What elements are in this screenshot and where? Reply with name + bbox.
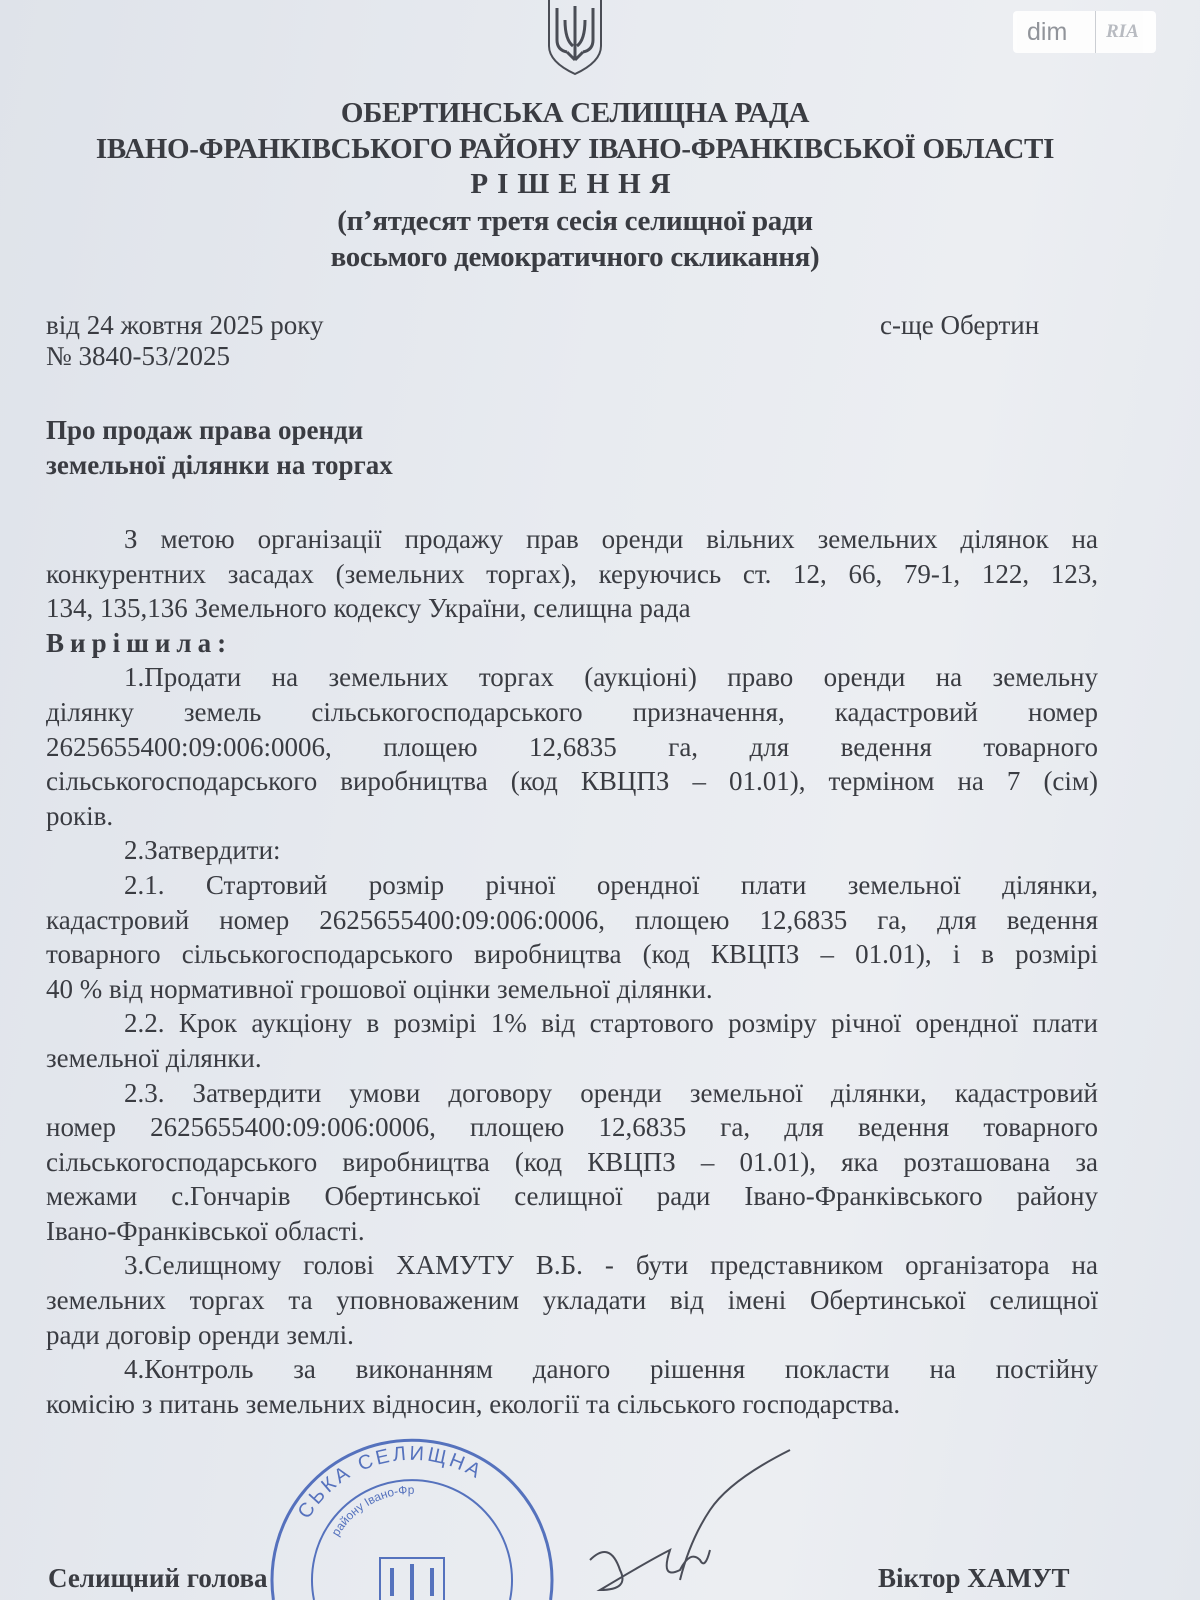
body-line: 2.2. Крок аукціону в розмірі 1% від стартового розміру річної орендної плати (124, 1008, 1098, 1039)
watermark-dim: dim (1027, 17, 1068, 46)
signatory-title: Селищний голова (48, 1563, 268, 1593)
body-line: 3.Селищному голові ХАМУТУ В.Б. - бути представником організатора на (124, 1250, 1098, 1281)
body-line: кадастровий номер 2625655400:09:006:0006, площею 12,6835 га, для ведення (46, 904, 1098, 935)
decision-number: № 3840-53/2025 (46, 341, 231, 371)
stamp-outer-text: СЬКА СЕЛИЩНА (293, 1442, 487, 1523)
subject-line-1: Про продаж права оренди (46, 415, 364, 445)
body-line: ділянку земель сільськогосподарського призначення, кадастровий номер (46, 696, 1098, 727)
body-line: років. (46, 800, 114, 831)
body-line: земельних торгах та уповноваженим укладати від імені Обертинської селищної (46, 1285, 1098, 1316)
body-line: 2.3. Затвердити умови договору оренди земельної ділянки, кадастровий (124, 1077, 1098, 1108)
body-line: 40 % від нормативної грошової оцінки земельної ділянки. (46, 973, 713, 1004)
session-line-1: (п’ятдесят третя сесія селищної ради (337, 205, 813, 237)
session-line-2: восьмого демократичного скликання) (330, 241, 820, 273)
decision-place: с-ще Обертин (880, 310, 1040, 340)
body-line: межами с.Гончарів Обертинської селищної ради Івано-Франківського району (46, 1181, 1098, 1212)
council-region: ІВАНО-ФРАНКІВСЬКОГО РАЙОНУ ІВАНО-ФРАНКІВСЬКОЇ ОБЛАСТІ (95, 133, 1055, 165)
official-stamp (262, 1430, 562, 1600)
subject-line-2: земельної ділянки на торгах (46, 450, 393, 480)
stamp-inner-text: району Івано-Фр (328, 1482, 415, 1539)
document-type: РІШЕННЯ (470, 168, 680, 200)
coat-of-arms-icon (543, 0, 607, 76)
body-line: 2.Затвердити: (124, 835, 281, 866)
council-name: ОБЕРТИНСЬКА СЕЛИЩНА РАДА (340, 97, 810, 129)
body-line: сільськогосподарського виробництва (код КВЦПЗ – 01.01), терміном на 7 (сім) (46, 766, 1098, 797)
body-line: Вирішила: (46, 627, 233, 658)
body-line: 2.1. Стартовий розмір річної орендної плати земельної ділянки, (124, 869, 1098, 900)
decision-body (46, 522, 1098, 1421)
body-line: Івано-Франківської області. (46, 1215, 365, 1246)
body-line: конкурентних засадах (земельних торгах), керуючись ст. 12, 66, 79-1, 122, 123, (46, 558, 1098, 589)
body-line: товарного сільськогосподарського виробництва (код КВЦПЗ – 01.01), і в розмірі (46, 939, 1098, 970)
body-line: 2625655400:09:006:0006, площею 12,6835 га, для ведення товарного (46, 731, 1098, 762)
decision-date: від 24 жовтня 2025 року (46, 310, 324, 340)
body-line: номер 2625655400:09:006:0006, площею 12,6835 га, для ведення товарного (46, 1112, 1098, 1143)
handwritten-signature (560, 1440, 800, 1600)
body-line: 1.Продати на земельних торгах (аукціоні) право оренди на земельну (124, 662, 1098, 693)
body-line: комісію з питань земельних відносин, екології та сільського господарства. (46, 1388, 901, 1419)
watermark-ria: RIA (1106, 21, 1139, 42)
body-line: сільськогосподарського виробництва (код КВЦПЗ – 01.01), яка розташована за (46, 1146, 1098, 1177)
body-line: ради договір оренди землі. (46, 1319, 354, 1350)
watermark-logo (1013, 11, 1156, 53)
signatory-name: Віктор ХАМУТ (878, 1563, 1070, 1593)
body-line: З метою організації продажу прав оренди вільних земельних ділянок на (124, 524, 1098, 554)
body-line: земельної ділянки. (46, 1042, 262, 1073)
body-line: 4.Контроль за виконанням даного рішення покласти на постійну (124, 1354, 1098, 1385)
body-line: 134, 135,136 Земельного кодексу України, селищна рада (46, 593, 691, 624)
